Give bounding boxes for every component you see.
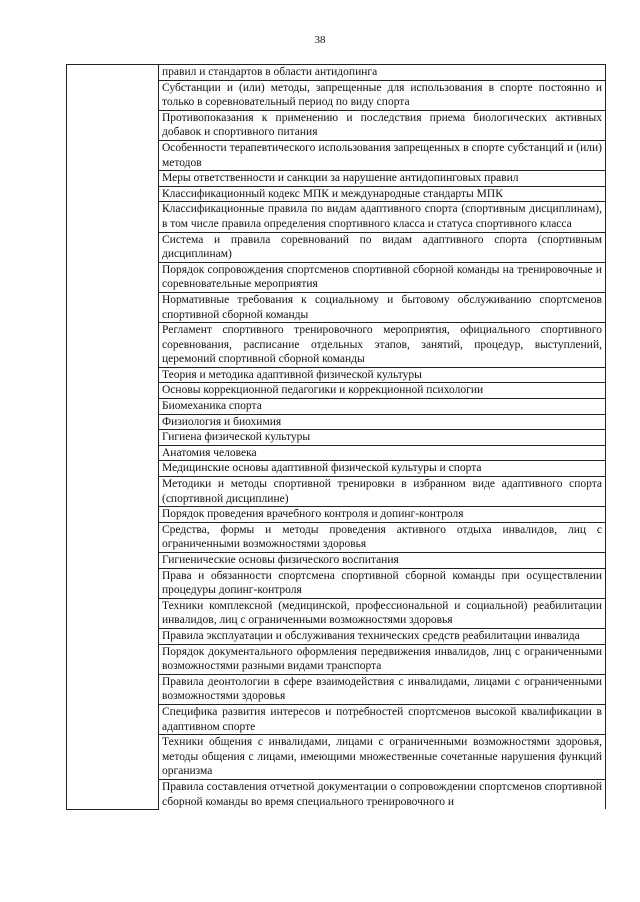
empty-label-cell	[67, 65, 159, 810]
table-cell-text: Техники комплексной (медицинской, профессиональной и социальной) реабилитации инвалидов, лиц с ограниченными возможностями здоровья	[159, 598, 606, 628]
table-row	[67, 65, 606, 81]
table-cell-text: Техники общения с инвалидами, лицами с ограниченными возможностями здоровья, методы общения с лицами, имеющими множественные сочетанные нарушения функций организма	[159, 735, 606, 780]
table-cell-text: Особенности терапевтического использования запрещенных в спорте субстанций и (или) методов	[159, 140, 606, 170]
table-cell-text: Противопоказания к применению и последствия приема биологических активных добавок и спортивного питания	[159, 110, 606, 140]
knowledge-table-body	[67, 65, 606, 810]
table-cell-text: Средства, формы и методы проведения активного отдыха инвалидов, лиц с ограниченными возможностями здоровья	[159, 522, 606, 552]
table-cell-text: правил и стандартов в области антидопинга	[159, 65, 606, 81]
table-cell-text: Анатомия человека	[159, 445, 606, 461]
table-cell-text: Порядок документального оформления передвижения инвалидов, лиц с ограниченными возможностями разными видами транспорта	[159, 644, 606, 674]
table-cell-text: Специфика развития интересов и потребностей спортсменов высокой квалификации в адаптивном спорте	[159, 704, 606, 734]
table-cell-text: Методики и методы спортивной тренировки в избранном виде адаптивного спорта (спортивной дисциплине)	[159, 477, 606, 507]
table-cell-text: Система и правила соревнований по видам адаптивного спорта (спортивным дисциплинам)	[159, 232, 606, 262]
table-cell-text: Классификационный кодекс МПК и международные стандарты МПК	[159, 186, 606, 202]
table-cell-text: Меры ответственности и санкции за нарушение антидопинговых правил	[159, 171, 606, 187]
table-cell-text: Нормативные требования к социальному и бытовому обслуживанию спортсменов спортивной сборной команды	[159, 292, 606, 322]
table-cell-text: Порядок проведения врачебного контроля и допинг-контроля	[159, 507, 606, 523]
table-cell-text: Гигиенические основы физического воспитания	[159, 553, 606, 569]
table-cell-text: Теория и методика адаптивной физической культуры	[159, 367, 606, 383]
table-cell-text: Физиология и биохимия	[159, 414, 606, 430]
table-cell-text: Правила деонтологии в сфере взаимодействия с инвалидами, лицами с ограниченными возможностями здоровья	[159, 674, 606, 704]
table-cell-text: Регламент спортивного тренировочного мероприятия, официального спортивного соревнования, расписание отдельных этапов, занятий, процедур, выступлений, церемоний спортивной сборной команды	[159, 323, 606, 368]
table-cell-text: Права и обязанности спортсмена спортивной сборной команды при осуществлении процедуры допинг-контроля	[159, 568, 606, 598]
table-cell-text: Правила составления отчетной документации о сопровождении спортсменов спортивной сборной команды во время специального тренировочного и	[159, 779, 606, 809]
knowledge-table	[66, 64, 606, 810]
table-cell-text: Порядок сопровождения спортсменов спортивной сборной команды на тренировочные и соревновательные мероприятия	[159, 262, 606, 292]
table-cell-text: Биомеханика спорта	[159, 399, 606, 415]
page-number: 38	[314, 34, 326, 46]
table-cell-text: Субстанции и (или) методы, запрещенные для использования в спорте постоянно и только в соревновательный период по виду спорта	[159, 80, 606, 110]
table-cell-text: Медицинские основы адаптивной физической культуры и спорта	[159, 461, 606, 477]
table-cell-text: Правила эксплуатации и обслуживания технических средств реабилитации инвалида	[159, 628, 606, 644]
table-cell-text: Гигиена физической культуры	[159, 430, 606, 446]
table-cell-text: Классификационные правила по видам адаптивного спорта (спортивным дисциплинам), в том числе правила определения спортивного класса и статуса спортивного класса	[159, 202, 606, 232]
table-cell-text: Основы коррекционной педагогики и коррекционной психологии	[159, 383, 606, 399]
